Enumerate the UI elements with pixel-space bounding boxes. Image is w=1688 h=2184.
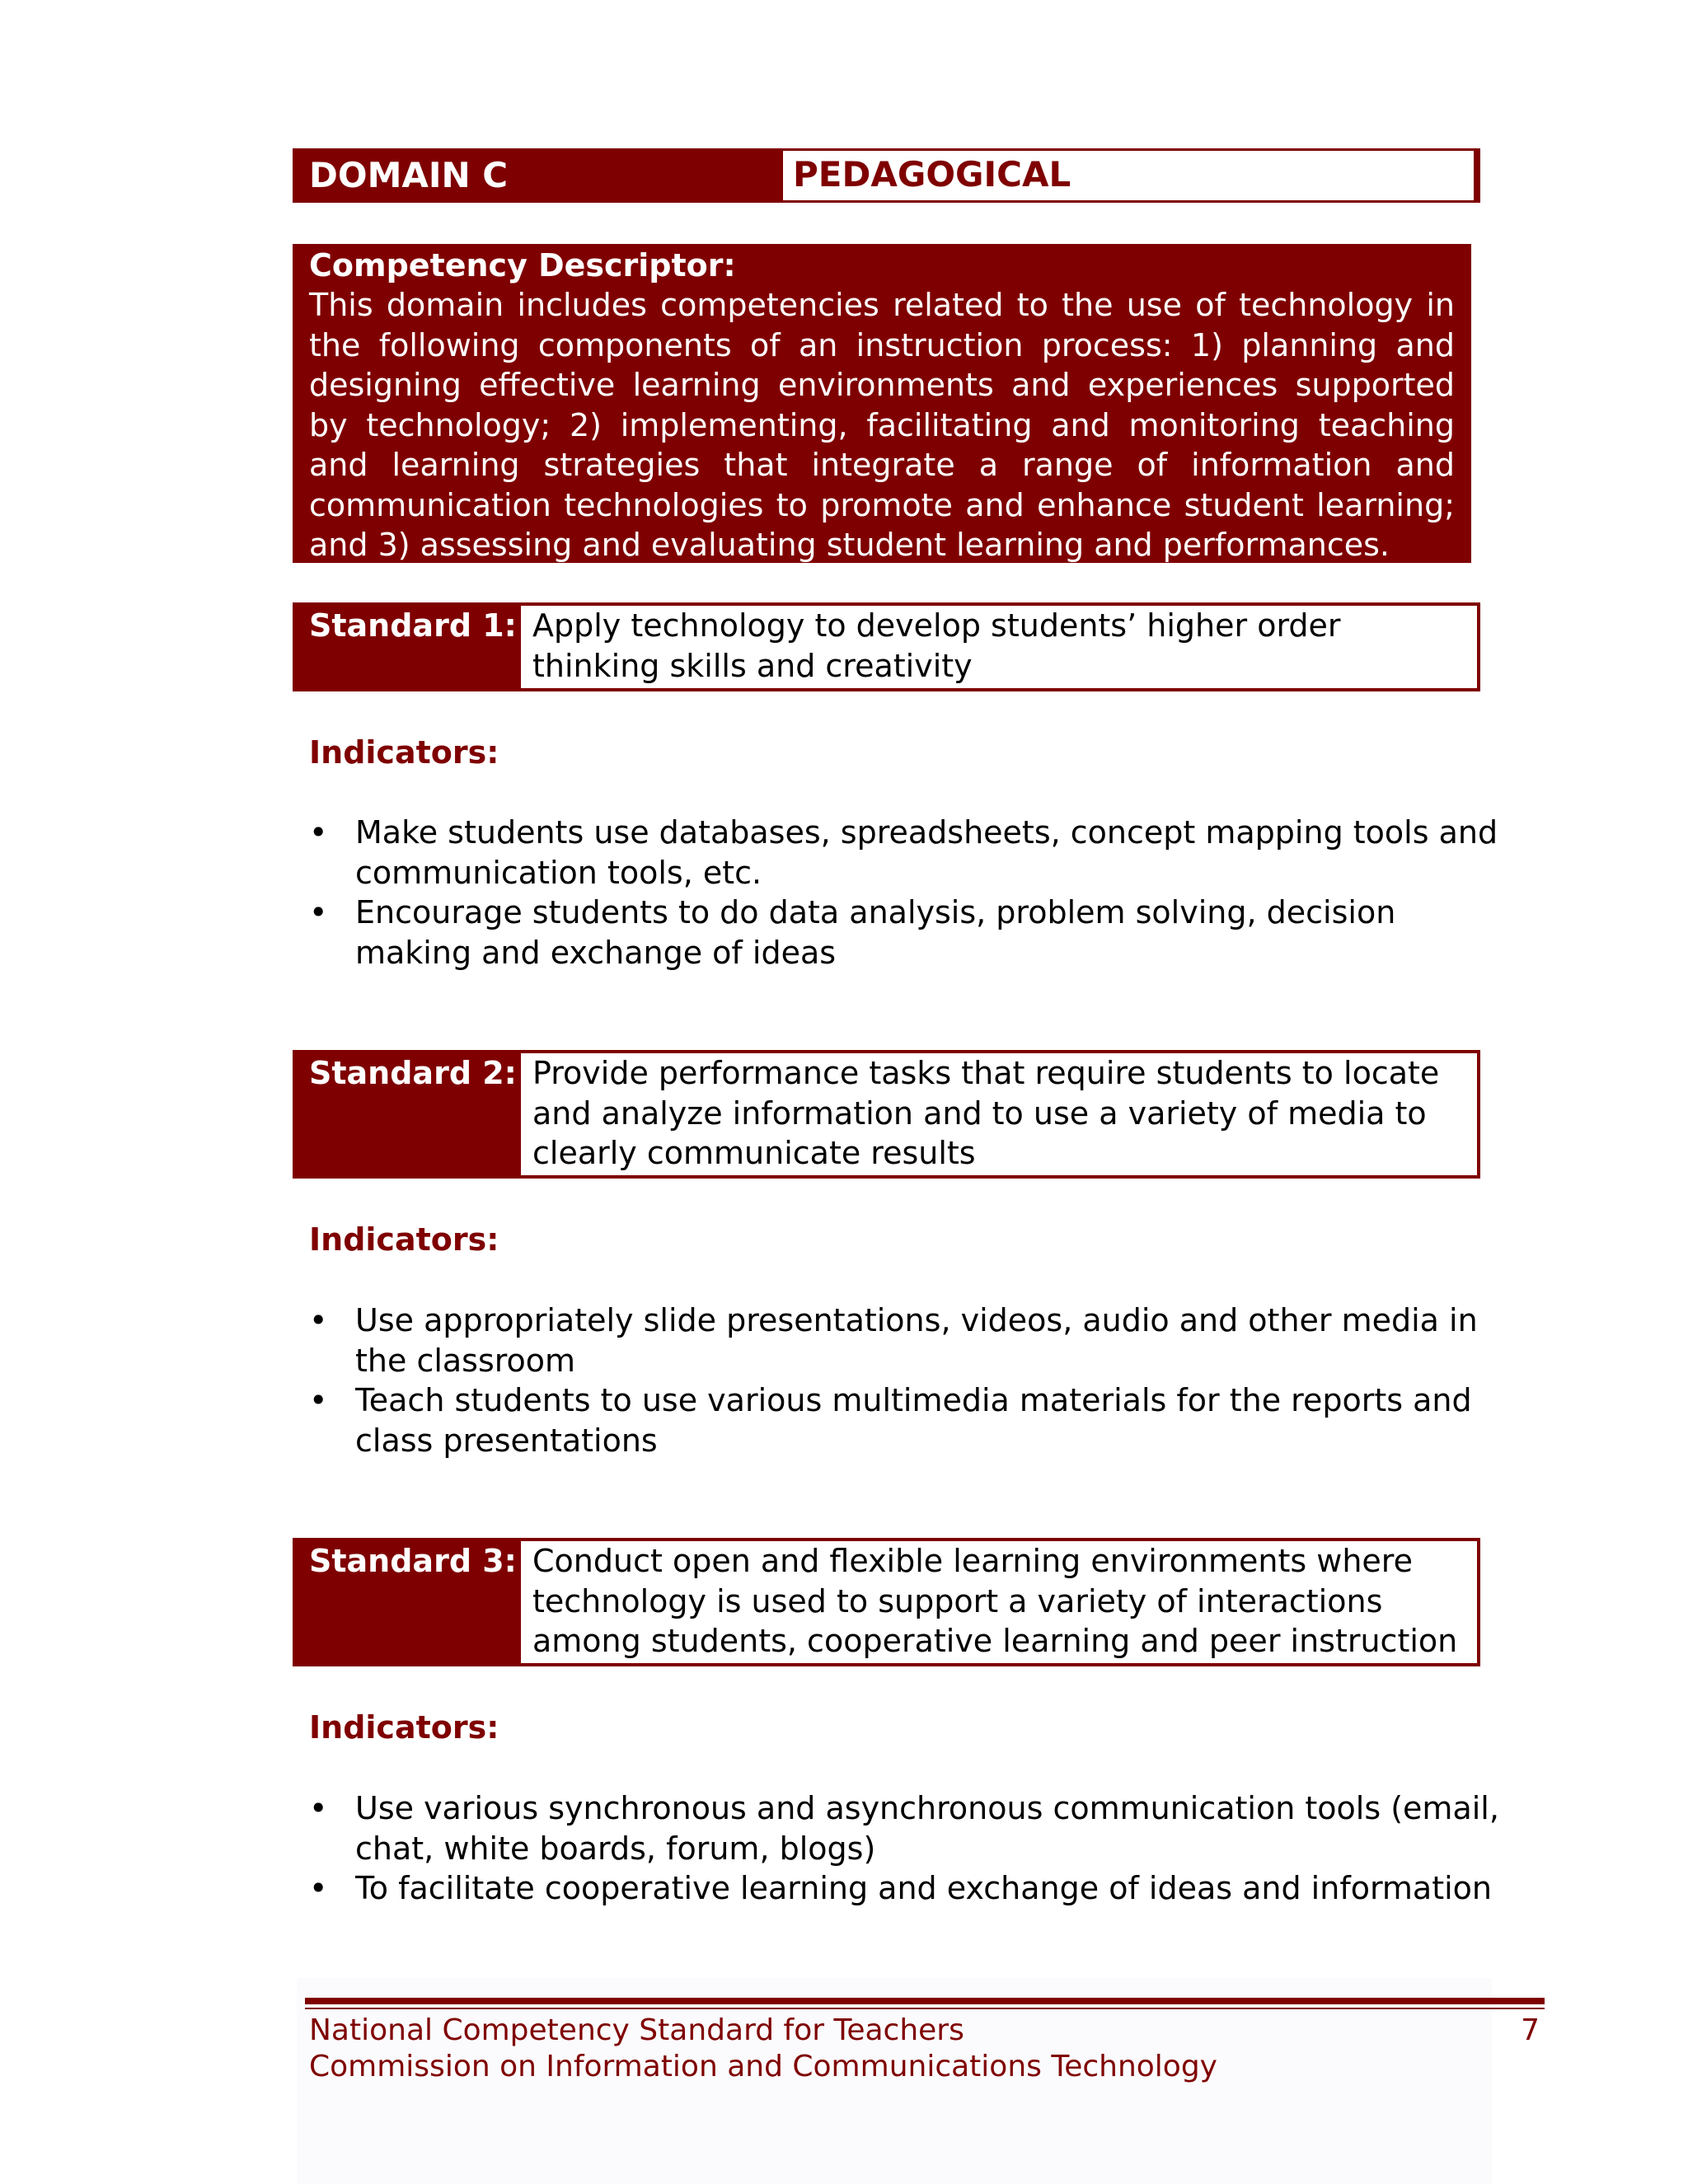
- indicators-heading: Indicators:: [309, 734, 499, 771]
- standard-1: [293, 602, 1480, 691]
- standard-2: [293, 1050, 1480, 1179]
- footer-title: National Competency Standard for Teachers: [309, 2013, 964, 2047]
- standard-label: Standard 3:: [309, 1543, 517, 1579]
- bullet-icon: •: [309, 1302, 328, 1338]
- page-number: 7: [1521, 2013, 1540, 2047]
- list-item: • Use various synchronous and asynchronous communication tools (email, chat, white boards, forum, blogs): [309, 1790, 1499, 1867]
- descriptor-heading: Competency Descriptor:: [309, 247, 736, 284]
- bullet-icon: •: [309, 1382, 328, 1418]
- standard-text: Provide performance tasks that require students to locate and analyze information and to use a variety of media to clearly communicate results: [521, 1053, 1477, 1175]
- standard-label: Standard 1:: [309, 607, 517, 644]
- list-item: • Use appropriately slide presentations, videos, audio and other media in the classroom: [309, 1302, 1478, 1379]
- list-item: • Encourage students to do data analysis, problem solving, decision making and exchange of ideas: [309, 894, 1396, 971]
- bullet-icon: •: [309, 814, 328, 851]
- indicators-heading: Indicators:: [309, 1709, 499, 1746]
- footer-divider: [305, 1998, 1545, 2004]
- standard-label: Standard 2:: [309, 1055, 517, 1091]
- indicators-heading: Indicators:: [309, 1221, 499, 1258]
- standard-text: Apply technology to develop students’ higher order thinking skills and creativity: [521, 606, 1477, 688]
- standard-text: Conduct open and flexible learning environments where technology is used to support a variety of interactions among students, cooperative learning and peer instruction: [521, 1541, 1477, 1663]
- list-item: • To facilitate cooperative learning and exchange of ideas and information: [309, 1868, 1521, 1909]
- descriptor-text: This domain includes competencies related to the use of technology in the following components of an instruction process: 1) planning and designing effective learning environments and experiences supported by technology; 2) implementing, facilitating and monitoring teaching and learning strategies that integrate a range of information and communication technologies to promote and enhance student learning; and 3) assessing and evaluating student learning and performances.: [309, 287, 1455, 563]
- indicator-list: [309, 1301, 1521, 1460]
- indicator-list: [309, 813, 1521, 972]
- footer-organization: Commission on Information and Communications Technology: [309, 2050, 1217, 2083]
- domain-header: [293, 148, 1480, 203]
- footer-divider-thin: [305, 2008, 1545, 2009]
- competency-descriptor: [293, 244, 1471, 563]
- domain-title: PEDAGOGICAL: [793, 154, 1071, 194]
- indicator-list: [309, 1788, 1521, 1909]
- domain-label: DOMAIN C: [309, 155, 509, 195]
- bullet-icon: •: [309, 1870, 328, 1906]
- list-item: • Make students use databases, spreadsheets, concept mapping tools and communication tools, etc.: [309, 814, 1498, 891]
- bullet-icon: •: [309, 894, 328, 930]
- domain-title-box: [783, 151, 1474, 200]
- list-item: • Teach students to use various multimedia materials for the reports and class presentations: [309, 1382, 1472, 1459]
- standard-3: [293, 1538, 1480, 1666]
- bullet-icon: •: [309, 1790, 328, 1826]
